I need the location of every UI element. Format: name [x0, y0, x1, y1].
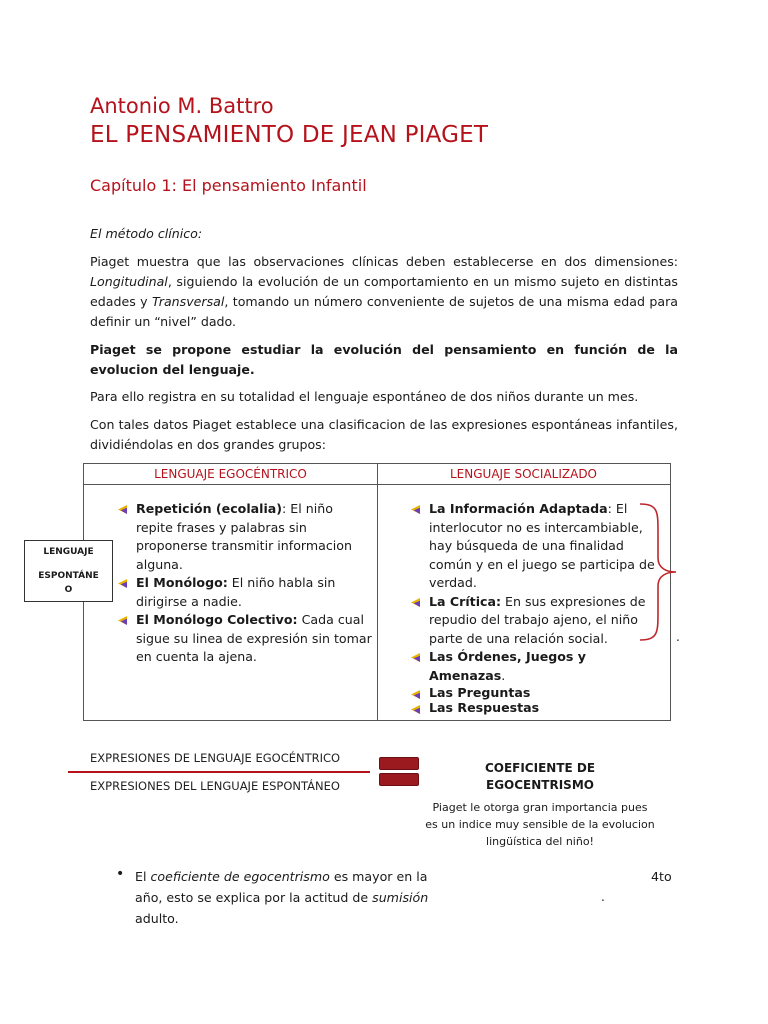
paragraph-classification: Con tales datos Piaget establece una clasificacion de las expresiones espontáneas infantiles, dividiéndolas en dos grandes grupos:: [90, 417, 678, 452]
socialized-list: [407, 500, 657, 715]
formula-numerator: EXPRESIONES DE LENGUAJE EGOCÉNTRICO: [90, 751, 341, 765]
egocentric-list: [114, 500, 372, 667]
chapter-title: Capítulo 1: El pensamiento Infantil: [90, 176, 367, 195]
list-item: El Monólogo Colectivo: Cada cual sigue su linea de expresión sin tomar en cuenta la ajena.: [114, 611, 372, 667]
bullet-icon: [118, 616, 127, 625]
bullet-tail-text: 4to: [651, 869, 672, 884]
paragraph-purpose: Piaget se propone estudiar la evolución del pensamiento en función de la evolucion del lenguaje.: [90, 342, 678, 377]
book-title: EL PENSAMIENTO DE JEAN PIAGET: [90, 122, 489, 148]
header-socialized: LENGUAJE SOCIALIZADO: [450, 467, 597, 481]
list-item: El Monólogo: El niño habla sin dirigirse a nadie.: [114, 574, 372, 611]
paragraph-dimensions: Piaget muestra que las observaciones clínicas deben establecerse en dos dimensiones: Longitudinal, siguiendo la evolución de un comportamiento en un mismo sujeto en distintas edades y Transversal, tomando un número conveniente de sujetos de una misma edad para definir un “nivel” dado.: [90, 254, 678, 329]
list-item: Las Órdenes, Juegos y Amenazas.: [407, 648, 657, 685]
list-item: La Crítica: En sus expresiones de repudio del trabajo ajeno, el niño parte de una relación social.: [407, 593, 657, 649]
bullet-dot-icon: •: [116, 866, 125, 882]
fraction-line: [68, 771, 370, 773]
bracket-dot: .: [676, 630, 680, 644]
bullet-icon: [411, 690, 420, 699]
bullet-icon: [118, 505, 127, 514]
spontaneous-language-box: LENGUAJE ESPONTÁNE O: [24, 540, 113, 602]
egocentrism-bullet: El coeficiente de egocentrismo es mayor en la año, esto se explica por la actitud de sumisión adulto.: [135, 869, 429, 926]
list-item: Repetición (ecolalia): El niño repite frases y palabras sin proponerse transmitir informacion alguna.: [114, 500, 372, 574]
bullet-icon: [411, 598, 420, 607]
header-egocentric: LENGUAJE EGOCÉNTRICO: [154, 467, 307, 481]
list-item: La Información Adaptada: El interlocutor no es intercambiable, hay búsqueda de una finalidad común y en el juego se participa de verdad.: [407, 500, 657, 593]
section-heading: El método clínico:: [90, 226, 203, 241]
bullet-icon: [411, 653, 420, 662]
language-table: [83, 463, 671, 721]
coefficient-box: COEFICIENTE DE EGOCENTRISMO Piaget le otorga gran importancia pues es un indice muy sensible de la evolucion lingüística del niño!: [425, 761, 655, 848]
stray-dot: .: [601, 890, 605, 904]
author-name: Antonio M. Battro: [90, 94, 274, 118]
paragraph-method: Para ello registra en su totalidad el lenguaje espontáneo de dos niños durante un mes.: [90, 389, 639, 404]
formula-denominator: EXPRESIONES DEL LENGUAJE ESPONTÁNEO: [90, 779, 340, 793]
bullet-icon: [411, 505, 420, 514]
equals-bar-bottom: [379, 773, 419, 786]
list-item: Las Preguntas: [407, 685, 657, 700]
bullet-icon: [411, 705, 420, 714]
equals-bar-top: [379, 757, 419, 770]
bullet-icon: [118, 579, 127, 588]
list-item: Las Respuestas: [407, 700, 657, 715]
curly-brace-icon: [636, 502, 686, 642]
